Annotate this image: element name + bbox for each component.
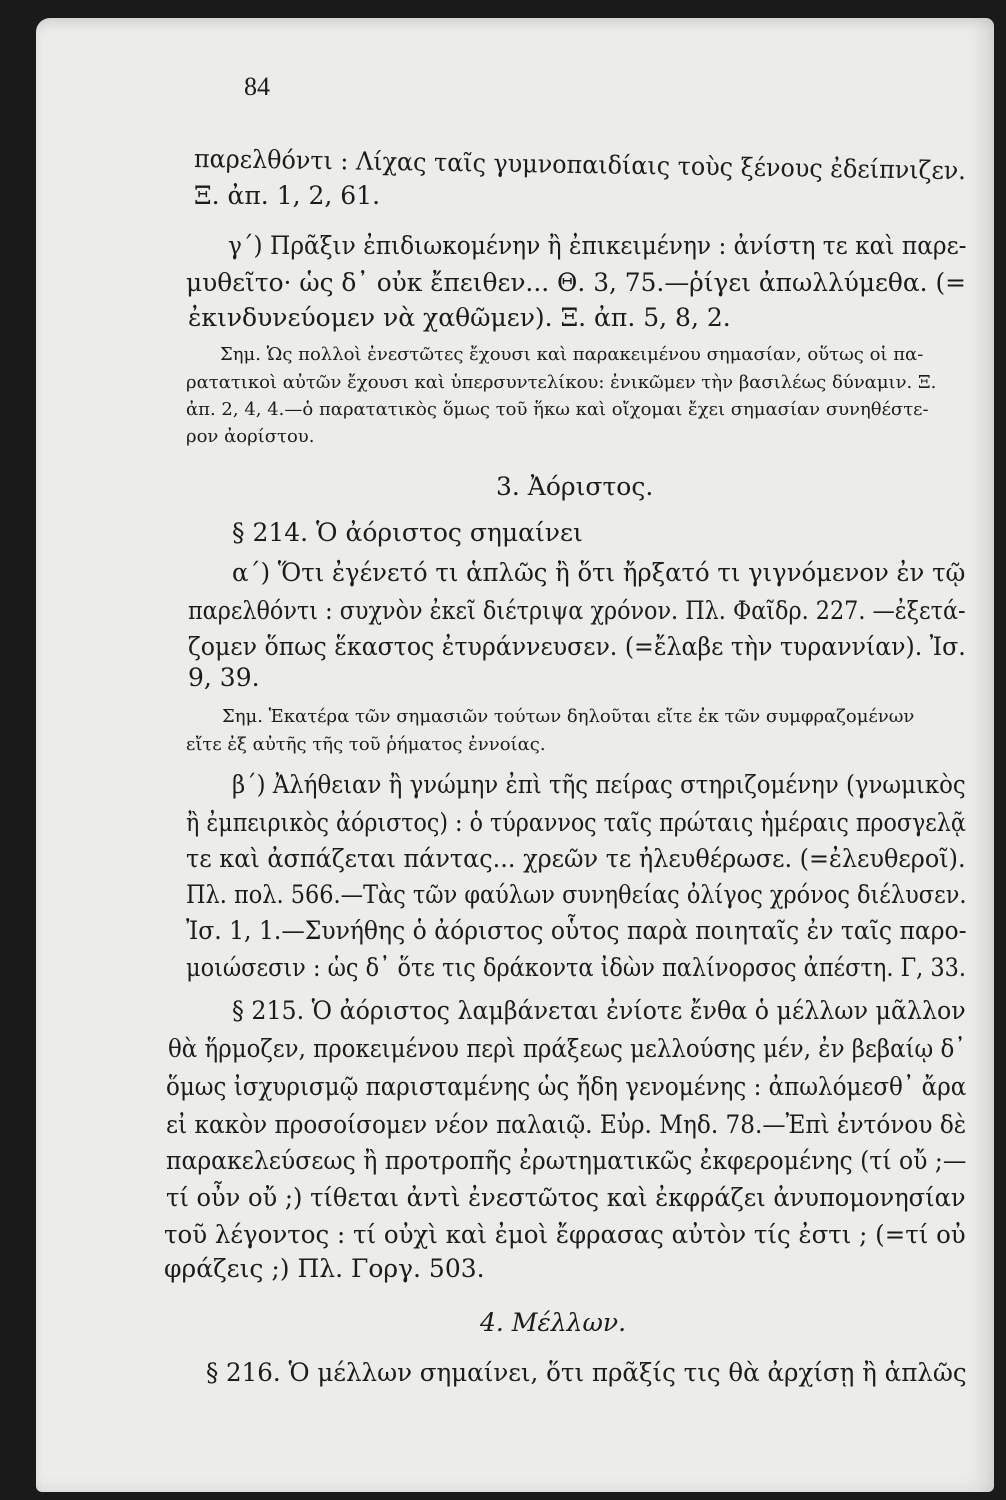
text-line: τοῦ λέγοντος : τί οὐχὶ καὶ ἐμοὶ ἔφρασας αὐτὸν τίς ἐστι ; (=τί οὐ [164, 1220, 966, 1249]
text-line: α΄) Ὅτι ἐγένετό τι ἁπλῶς ἢ ὅτι ἤρξατό τι γιγνόμενον ἐν τῷ [232, 558, 966, 587]
section-heading: 3. Ἀόριστος. [496, 472, 654, 501]
text-line: μυθεῖτο· ὡς δ᾽ οὐκ ἔπειθεν... Θ. 3, 75.—ῥίγει ἀπωλλύμεθα. (= [186, 268, 966, 297]
page-number: 84 [244, 72, 270, 101]
text-line: μοιώσεσιν : ὡς δ᾽ ὅτε τις δράκοντα ἰδὼν παλίνορσος ἀπέστη. Γ, 33. [186, 953, 967, 982]
text-line: § 216. Ὁ μέλλων σημαίνει, ὅτι πρᾶξίς τις θὰ ἀρχίσῃ ἢ ἁπλῶς [206, 1358, 967, 1387]
text-line: § 215. Ὁ ἀόριστος λαμβάνεται ἐνίοτε ἔνθα ὁ μέλλων μᾶλλον [232, 996, 966, 1025]
text-line: φράζεις ;) Πλ. Γοργ. 503. [164, 1254, 485, 1283]
text-line: παρελθόντι : Λίχας ταῖς γυμνοπαιδίαις τοὺς ξένους ἐδείπνιζεν. [193, 144, 967, 186]
text-line: ὅμως ἰσχυρισμῷ παρισταμένης ὡς ἤδη γενομένης : ἀπωλόμεσθ᾽ ἄρα [166, 1072, 967, 1101]
text-line: ζομεν ὅπως ἕκαστος ἐτυράννευσεν. (=ἔλαβε τὴν τυραννίαν). Ἰσ. [188, 632, 966, 661]
note-line: Σημ. Ἑκατέρα τῶν σημασιῶν τούτων δηλοῦται εἴτε ἐκ τῶν συμφραζομένων [222, 706, 915, 727]
note-line: εἴτε ἐξ αὐτῆς τῆς τοῦ ῥήματος ἐννοίας. [186, 734, 546, 755]
text-line: τε καὶ ἀσπάζεται πάντας... χρεῶν τε ἠλευθέρωσε. (=ἐλευθεροῖ). [186, 844, 966, 873]
text-line: θὰ ἥρμοζεν, προκειμένου περὶ πράξεως μελλούσης μέν, ἐν βεβαίῳ δ᾽ [168, 1034, 966, 1063]
text-line: παρακελεύσεως ἢ προτροπῆς ἐρωτηματικῶς ἐκφερομένης (τί οὔ ;— [166, 1146, 967, 1175]
text-line: Ξ. ἀπ. 1, 2, 61. [194, 181, 381, 210]
note-line: ρον ἀορίστου. [186, 426, 315, 447]
note-line: ρατατικοὶ αὐτῶν ἔχουσι καὶ ὑπερσυντελίκου: ἐνικῶμεν τὴν βασιλέως δύναμιν. Ξ. [186, 372, 937, 393]
section-heading: 4. Μέλλων. [480, 1308, 627, 1337]
text-line: τί οὖν οὔ ;) τίθεται ἀντὶ ἐνεστῶτος καὶ ἐκφράζει ἀνυπομονησίαν [166, 1183, 966, 1212]
text-line: ἢ ἐμπειρικὸς ἀόριστος) : ὁ τύραννος ταῖς πρώταις ἡμέραις προσγελᾷ [186, 808, 966, 837]
text-line: 9, 39. [188, 663, 260, 692]
text-line: Πλ. πολ. 566.—Τὰς τῶν φαύλων συνηθείας ὀλίγος χρόνος διέλυσεν. [186, 880, 967, 909]
text-line: β΄) Ἀλήθειαν ἢ γνώμην ἐπὶ τῆς πείρας στηριζομένην (γνωμικὸς [232, 770, 966, 799]
book-page [36, 18, 994, 1492]
text-line: εἰ κακὸν προσοίσομεν νέον παλαιῷ. Εὐρ. Μηδ. 78.—Ἐπὶ ἐντόνου δὲ [166, 1110, 967, 1139]
text-line: Ἰσ. 1, 1.—Συνήθης ὁ ἀόριστος οὗτος παρὰ ποιηταῖς ἐν ταῖς παρο- [186, 916, 967, 945]
text-line: § 214. Ὁ ἀόριστος σημαίνει [232, 518, 583, 547]
note-line: Σημ. Ὡς πολλοὶ ἐνεστῶτες ἔχουσι καὶ παρακειμένου σημασίαν, οὕτως οἱ πα- [220, 344, 924, 365]
text-line: γ΄) Πρᾶξιν ἐπιδιωκομένην ἢ ἐπικειμένην : ἀνίστη τε καὶ παρε- [228, 231, 967, 260]
text-line: παρελθόντι : συχνὸν ἐκεῖ διέτριψα χρόνον. Πλ. Φαῖδρ. 227. —ἐξετά- [188, 596, 966, 625]
note-line: ἀπ. 2, 4, 4.—ὁ παρατατικὸς ὅμως τοῦ ἥκω καὶ οἴχομαι ἔχει σημασίαν συνηθέστε- [186, 399, 929, 420]
text-line: ἐκινδυνεύομεν νὰ χαθῶμεν). Ξ. ἀπ. 5, 8, 2. [188, 303, 731, 332]
